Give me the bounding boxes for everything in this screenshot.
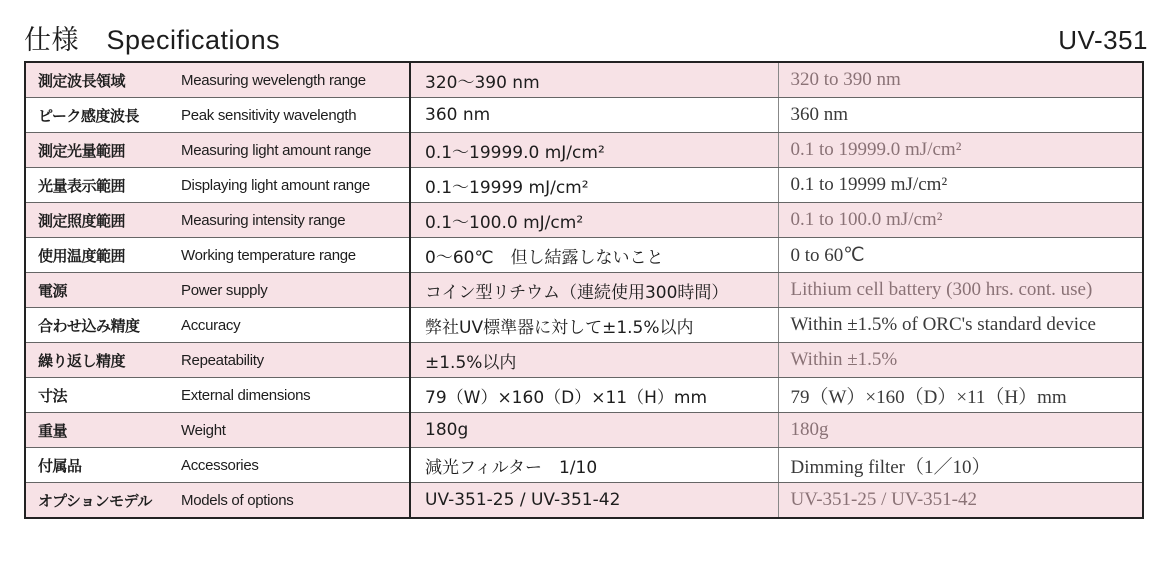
spec-value-en: 79（W）×160（D）×11（H）mm — [778, 378, 1143, 413]
spec-value-jp: コイン型リチウム（連続使用300時間） — [410, 273, 778, 308]
spec-label-jp: 合わせ込み精度 — [25, 308, 175, 343]
spec-label-jp: 付属品 — [25, 448, 175, 483]
spec-value-jp: 弊社UV標準器に対して±1.5%以内 — [410, 308, 778, 343]
spec-value-jp: 180g — [410, 413, 778, 448]
spec-label-jp: オプションモデル — [25, 483, 175, 519]
spec-value-en: Within ±1.5% — [778, 343, 1143, 378]
spec-label-jp: 繰り返し精度 — [25, 343, 175, 378]
spec-row — [25, 378, 1143, 413]
spec-label-en: Displaying light amount range — [175, 168, 410, 203]
specifications-table — [24, 61, 1144, 519]
spec-label-en: Peak sensitivity wavelength — [175, 98, 410, 133]
spec-label-en: Power supply — [175, 273, 410, 308]
spec-label-en: Measuring wevelength range — [175, 62, 410, 98]
spec-value-jp: 79（W）×160（D）×11（H）mm — [410, 378, 778, 413]
spec-row — [25, 413, 1143, 448]
spec-value-jp: 減光フィルター 1/10 — [410, 448, 778, 483]
spec-row — [25, 273, 1143, 308]
spec-value-jp: 320～390 nm — [410, 62, 778, 98]
spec-label-jp: 使用温度範囲 — [25, 238, 175, 273]
spec-value-en: 180g — [778, 413, 1143, 448]
spec-row — [25, 62, 1143, 98]
spec-value-en: 360 nm — [778, 98, 1143, 133]
specifications-table-body — [25, 62, 1143, 518]
spec-value-jp: ±1.5%以内 — [410, 343, 778, 378]
spec-row — [25, 308, 1143, 343]
spec-label-en: Working temperature range — [175, 238, 410, 273]
model-number: UV-351 — [1058, 25, 1148, 55]
spec-label-jp: 光量表示範囲 — [25, 168, 175, 203]
spec-row — [25, 168, 1143, 203]
spec-label-en: Accessories — [175, 448, 410, 483]
spec-label-en: Weight — [175, 413, 410, 448]
spec-label-en: Repeatability — [175, 343, 410, 378]
spec-value-jp: 0.1～19999.0 mJ/cm² — [410, 133, 778, 168]
spec-value-jp: 0.1～100.0 mJ/cm² — [410, 203, 778, 238]
spec-value-en: Lithium cell battery (300 hrs. cont. use) — [778, 273, 1143, 308]
spec-label-en: Accuracy — [175, 308, 410, 343]
spec-row — [25, 448, 1143, 483]
spec-label-jp: 寸法 — [25, 378, 175, 413]
spec-label-jp: ピーク感度波長 — [25, 98, 175, 133]
spec-value-en: UV-351-25 / UV-351-42 — [778, 483, 1143, 519]
spec-value-en: Within ±1.5% of ORC's standard device — [778, 308, 1143, 343]
page-title: 仕様 Specifications — [24, 25, 281, 55]
spec-value-en: Dimming filter（1／10） — [778, 448, 1143, 483]
spec-label-jp: 測定波長領域 — [25, 62, 175, 98]
spec-label-en: Measuring intensity range — [175, 203, 410, 238]
spec-row — [25, 483, 1143, 519]
spec-value-jp: 360 nm — [410, 98, 778, 133]
spec-label-jp: 測定光量範囲 — [25, 133, 175, 168]
spec-label-en: Measuring light amount range — [175, 133, 410, 168]
spec-value-jp: 0.1～19999 mJ/cm² — [410, 168, 778, 203]
spec-label-jp: 測定照度範囲 — [25, 203, 175, 238]
spec-label-jp: 重量 — [25, 413, 175, 448]
spec-row — [25, 238, 1143, 273]
spec-row — [25, 203, 1143, 238]
spec-row — [25, 133, 1143, 168]
spec-value-en: 0.1 to 100.0 mJ/cm² — [778, 203, 1143, 238]
spec-value-jp: UV-351-25 / UV-351-42 — [410, 483, 778, 519]
spec-label-en: Models of options — [175, 483, 410, 519]
spec-label-jp: 電源 — [25, 273, 175, 308]
spec-value-en: 0.1 to 19999.0 mJ/cm² — [778, 133, 1143, 168]
spec-value-en: 0.1 to 19999 mJ/cm² — [778, 168, 1143, 203]
spec-value-en: 0 to 60℃ — [778, 238, 1143, 273]
spec-value-en: 320 to 390 nm — [778, 62, 1143, 98]
spec-value-jp: 0～60℃ 但し結露しないこと — [410, 238, 778, 273]
spec-row — [25, 98, 1143, 133]
page-header — [24, 22, 1148, 58]
spec-row — [25, 343, 1143, 378]
spec-label-en: External dimensions — [175, 378, 410, 413]
